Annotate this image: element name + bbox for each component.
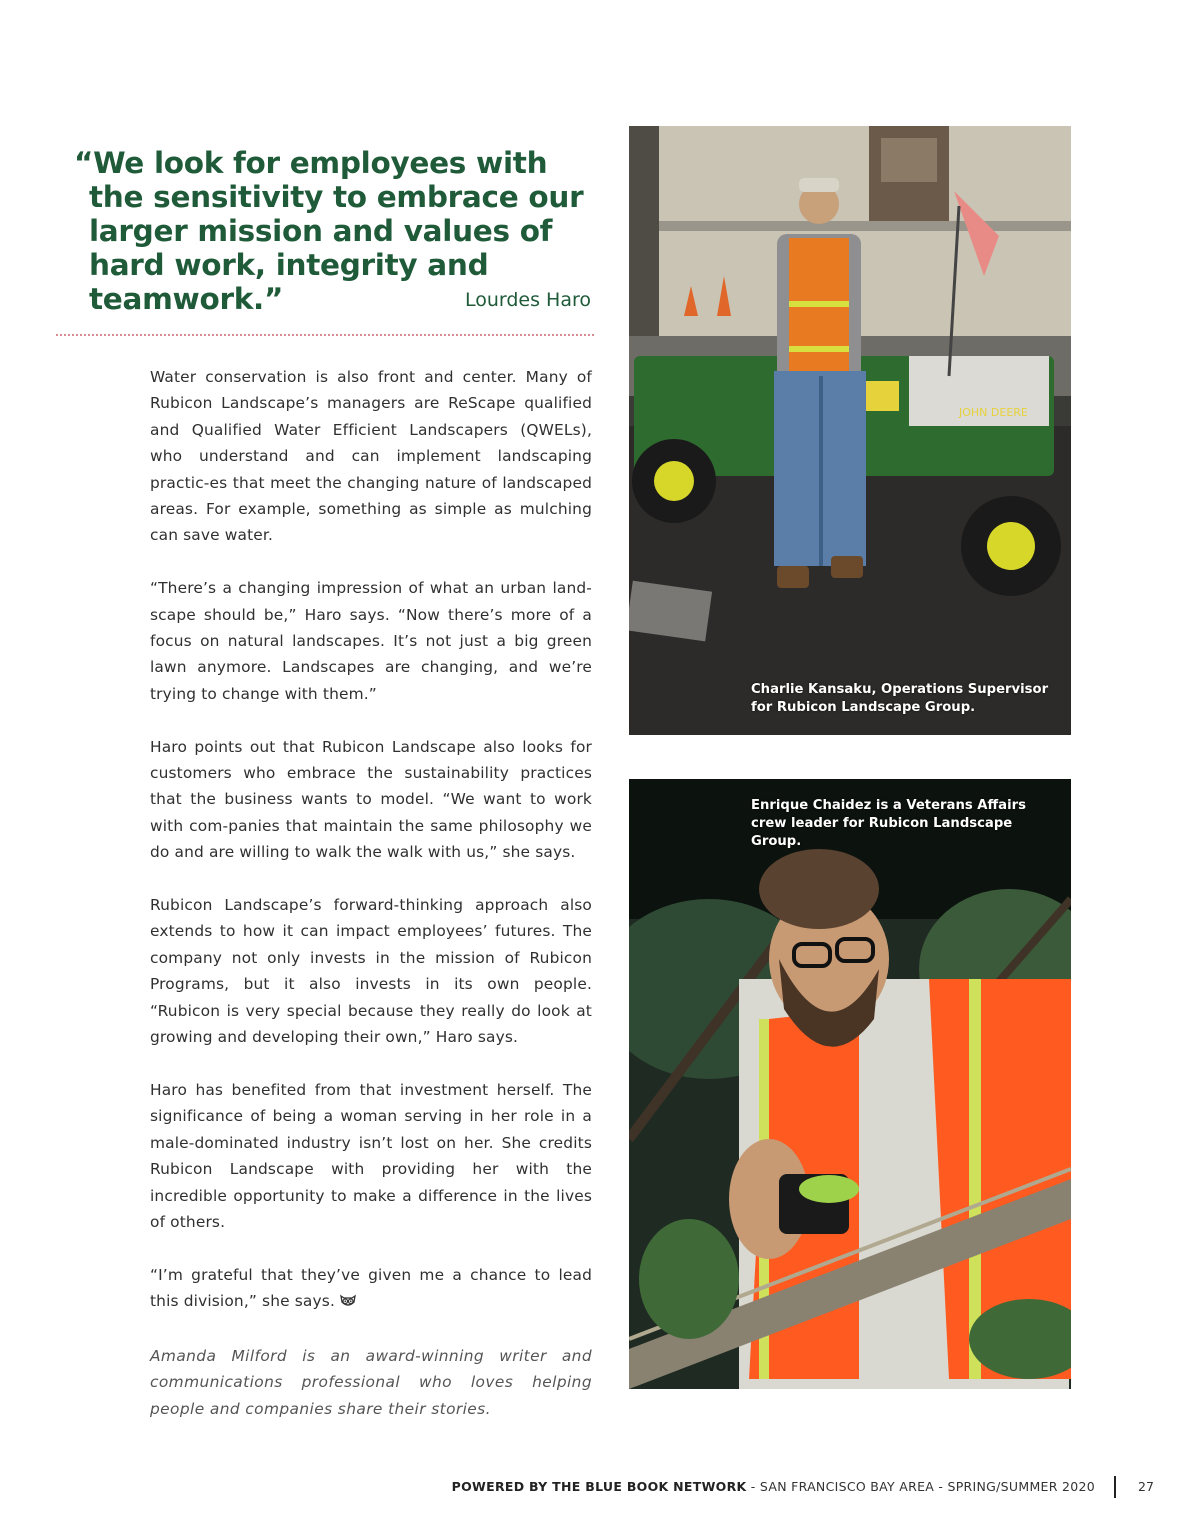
- pull-quote-text: “We look for employees with the sensitivity to embrace our larger mission and values of hard work, integrity and teamwork.”: [74, 146, 584, 316]
- owl-end-mark-icon: [339, 1290, 357, 1316]
- article-paragraph: Rubicon Landscape’s forward-thinking approach also extends to how it can impact employees’ futures. The company not only invests in the mission of Rubicon Programs, but it also invests in its own people. “Rubicon is very special because they really do look at growing and developing their own,” Haro says.: [150, 896, 592, 1047]
- article-paragraph: “There’s a changing impression of what an urban land-scape should be,” Haro says. “Now there’s more of a focus on natural landscapes. It’s not just a big green lawn anymore. Landscapes are changing, and we’re trying to change with them.”: [150, 579, 592, 703]
- footer-separator: [1114, 1476, 1116, 1498]
- article-body: [150, 364, 592, 1449]
- photo-operations-supervisor: [629, 126, 1071, 735]
- footer-publication: POWERED BY THE BLUE BOOK NETWORK: [451, 1479, 747, 1494]
- footer-details: - SAN FRANCISCO BAY AREA - SPRING/SUMMER 2020: [746, 1479, 1095, 1494]
- article-closing-paragraph: [150, 1262, 592, 1317]
- photo-caption: Enrique Chaidez is a Veterans Affairs crew leader for Rubicon Landscape Group.: [751, 798, 1026, 849]
- article-paragraph: Water conservation is also front and center. Many of Rubicon Landscape’s managers are ReScape qualified and Qualified Water Efficient Landscapers (QWELs), who understand and can implement landscaping practic-es that meet the changing nature of landscaped areas. For example, something as simple as mulching can save water.: [150, 368, 592, 545]
- vehicle-brand-label: JOHN DEERE: [959, 406, 1028, 419]
- page-number: 27: [1138, 1479, 1154, 1494]
- photo-crew-leader: [629, 779, 1071, 1389]
- article-paragraph-text: “I’m grateful that they’ve given me a chance to lead this division,” she says.: [150, 1265, 592, 1311]
- author-bio: Amanda Milford is an award-winning writer and communications professional who loves helping people and companies share their stories.: [150, 1346, 592, 1418]
- article-paragraph: Haro has benefited from that investment herself. The significance of being a woman serving in her role in a male-dominated industry isn’t lost on her. She credits Rubicon Landscape with providing her with the incredible opportunity to make a difference in the lives of others.: [150, 1080, 592, 1231]
- page-footer: [452, 1479, 1095, 1494]
- photo-caption: Charlie Kansaku, Operations Supervisor for Rubicon Landscape Group.: [751, 682, 1049, 715]
- dotted-divider: [56, 334, 594, 336]
- article-paragraph: Haro points out that Rubicon Landscape also looks for customers who embrace the sustainability practices that the business wants to model. “We want to work with com-panies that maintain the same philosophy we do and are willing to walk the walk with us,” she says.: [150, 737, 592, 862]
- pull-quote-attribution: Lourdes Haro: [464, 289, 591, 311]
